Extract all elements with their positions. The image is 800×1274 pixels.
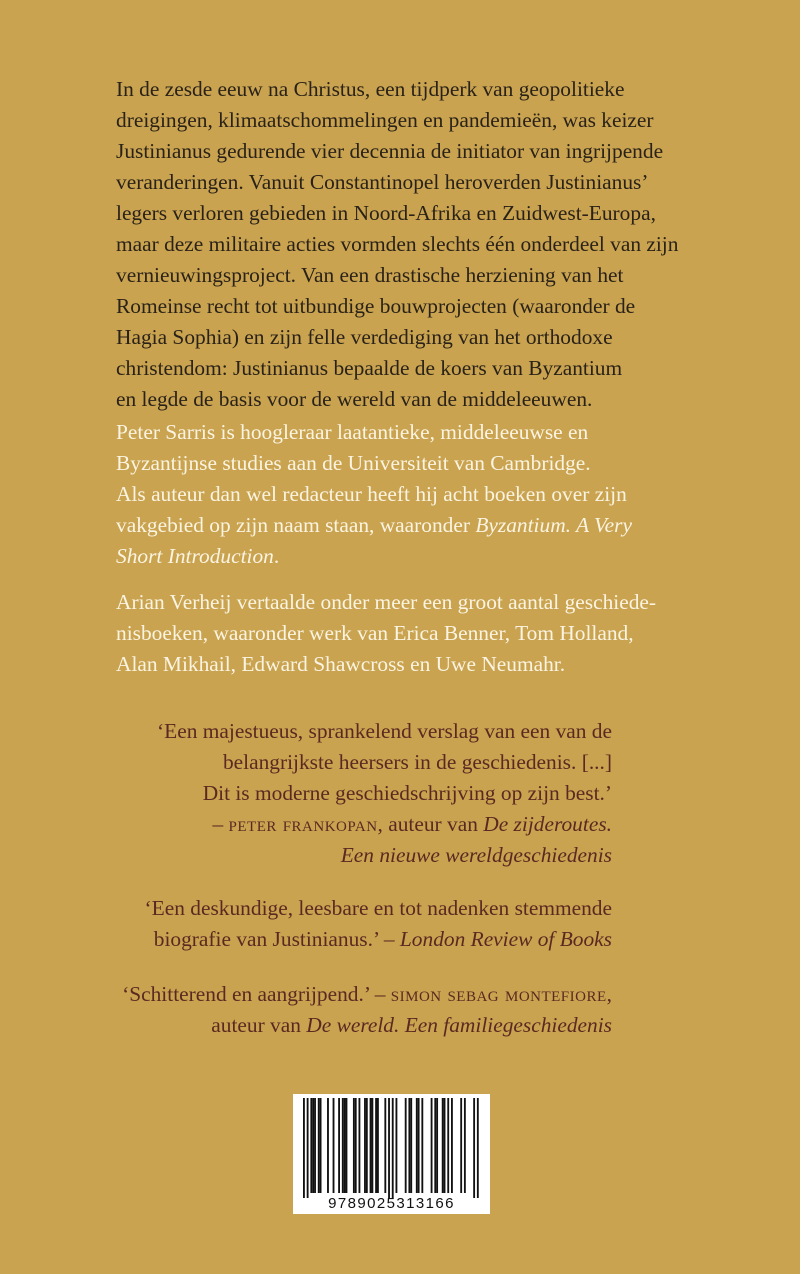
barcode-bar — [346, 1098, 348, 1193]
barcode-bar — [447, 1098, 449, 1193]
barcode-bar — [327, 1098, 329, 1193]
quote-line: ‘Een majestueus, sprankelend verslag van een van de — [157, 719, 612, 743]
book-title: Short Introduction — [116, 544, 274, 568]
attribution-work: De zijderoutes. — [483, 812, 612, 836]
summary-line: legers verloren gebieden in Noord-Afrika en Zuidwest-Europa, — [116, 201, 656, 225]
quote-line: belangrijkste heersers in de geschiedenis. [...] — [222, 750, 612, 774]
review-quote-lrb — [145, 893, 612, 955]
barcode-bar — [342, 1098, 344, 1193]
barcode-bar — [366, 1098, 368, 1193]
barcode-bar — [310, 1098, 312, 1193]
attribution-text: , auteur van — [377, 812, 484, 836]
isbn-barcode — [293, 1094, 490, 1214]
translator-bio-line: Arian Verheij vertaalde onder meer een groot aantal geschiede- — [116, 590, 657, 614]
quote-text: biografie van Justinianus.’ – — [153, 927, 400, 951]
summary-line: In de zesde eeuw na Christus, een tijdperk van geopolitieke — [116, 77, 625, 101]
barcode-bar — [359, 1098, 361, 1193]
quote-attribution — [157, 809, 612, 840]
translator-bio-line: Alan Mikhail, Edward Shawcross en Uwe Neumahr. — [116, 652, 566, 676]
barcode-bar — [451, 1098, 453, 1193]
barcode-bar — [375, 1098, 377, 1193]
author-bio-line: Peter Sarris is hoogleraar laatantieke, middeleeuwse en — [116, 420, 589, 444]
attribution-work: London Review of Books — [399, 927, 612, 951]
summary-line: en legde de basis voor de wereld van de middeleeuwen. — [116, 387, 593, 411]
attribution-text: auteur van — [211, 1013, 307, 1037]
barcode-bar — [460, 1098, 462, 1193]
barcode-bar — [464, 1098, 466, 1193]
barcode-bar — [320, 1098, 322, 1193]
barcode-bar — [388, 1098, 390, 1198]
barcode-bar — [338, 1098, 340, 1193]
barcode-bar — [444, 1098, 446, 1193]
barcode-bar — [333, 1098, 335, 1193]
quote-line: Dit is moderne geschiedschrijving op zijn best.’ — [202, 781, 612, 805]
barcode-bar — [436, 1098, 438, 1193]
barcode-bar — [370, 1098, 372, 1193]
barcode-bar — [408, 1098, 410, 1193]
summary-line: maar deze militaire acties vormden slechts één onderdeel van zijn — [116, 232, 679, 256]
barcode-bar — [371, 1098, 373, 1193]
author-bio-text: vakgebied op zijn naam staan, waaronder — [116, 513, 476, 537]
summary-line: veranderingen. Vanuit Constantinopel heroverden Justinianus’ — [116, 170, 649, 194]
barcode-bar — [477, 1098, 479, 1198]
summary-line: Romeinse recht tot uitbundige bouwprojecten (waaronder de — [116, 294, 636, 318]
barcode-bar — [421, 1098, 423, 1193]
quote-attribution — [122, 1010, 612, 1041]
quote-line: ‘Een deskundige, leesbare en tot nadenken stemmende — [144, 896, 612, 920]
barcode-bar — [434, 1098, 436, 1193]
summary-line: Justinianus gedurende vier decennia de initiator van ingrijpende — [116, 139, 664, 163]
barcode-bar — [410, 1098, 412, 1193]
summary-line: Hagia Sophia) en zijn felle verdediging van het orthodoxe — [116, 325, 613, 349]
barcode-bar — [353, 1098, 355, 1193]
attribution-work: Een nieuwe wereldgeschiedenis — [340, 843, 612, 867]
author-bio-line: Byzantijnse studies aan de Universiteit van Cambridge. — [116, 451, 591, 475]
quote-line — [122, 979, 612, 1010]
barcode-bar — [318, 1098, 320, 1193]
barcode-bar — [377, 1098, 379, 1193]
barcode-bar — [473, 1098, 475, 1198]
attribution-name: peter frankopan — [228, 812, 378, 836]
review-quote-frankopan — [157, 716, 612, 871]
barcode-bar — [344, 1098, 346, 1193]
barcode-bar — [384, 1098, 386, 1193]
barcode-bar — [418, 1098, 420, 1193]
attribution-work: De wereld. Een familiegeschiedenis — [306, 1013, 612, 1037]
barcode-bar — [416, 1098, 418, 1193]
author-bio-line — [116, 541, 716, 572]
author-bio-text: . — [273, 544, 280, 568]
book-summary — [116, 74, 716, 415]
isbn-number: 9789025313166 — [328, 1195, 455, 1212]
barcode-bar — [396, 1098, 398, 1193]
review-quote-montefiore — [122, 979, 612, 1041]
author-bio — [116, 417, 716, 572]
translator-bio — [116, 587, 716, 680]
author-bio-line — [116, 510, 716, 541]
quote-line — [145, 924, 612, 955]
quote-text: ‘Schitterend en aangrijpend.’ – — [122, 982, 391, 1006]
author-bio-line: Als auteur dan wel redacteur heeft hij acht boeken over zijn — [116, 482, 627, 506]
barcode-bar — [307, 1098, 309, 1198]
attribution-text: , — [606, 982, 612, 1006]
attribution-dash: – — [212, 812, 229, 836]
barcode-bar — [405, 1098, 407, 1193]
summary-line: christendom: Justinianus bepaalde de koers van Byzantium — [116, 356, 623, 380]
attribution-name: simon sebag montefiore — [390, 982, 607, 1006]
book-title: Byzantium. A Very — [475, 513, 632, 537]
barcode-bar — [442, 1098, 444, 1193]
barcode-bar — [431, 1098, 433, 1193]
translator-bio-line: nisboeken, waaronder werk van Erica Benner, Tom Holland, — [116, 621, 634, 645]
barcode-bar — [364, 1098, 366, 1193]
barcode-bar — [392, 1098, 394, 1198]
summary-line: vernieuwingsproject. Van een drastische herziening van het — [116, 263, 624, 287]
summary-line: dreigingen, klimaatschommelingen en pandemieën, was keizer — [116, 108, 654, 132]
barcode-bar — [314, 1098, 316, 1193]
barcode-bar — [355, 1098, 357, 1193]
barcode-bar — [303, 1098, 305, 1198]
barcode-bar — [312, 1098, 314, 1193]
